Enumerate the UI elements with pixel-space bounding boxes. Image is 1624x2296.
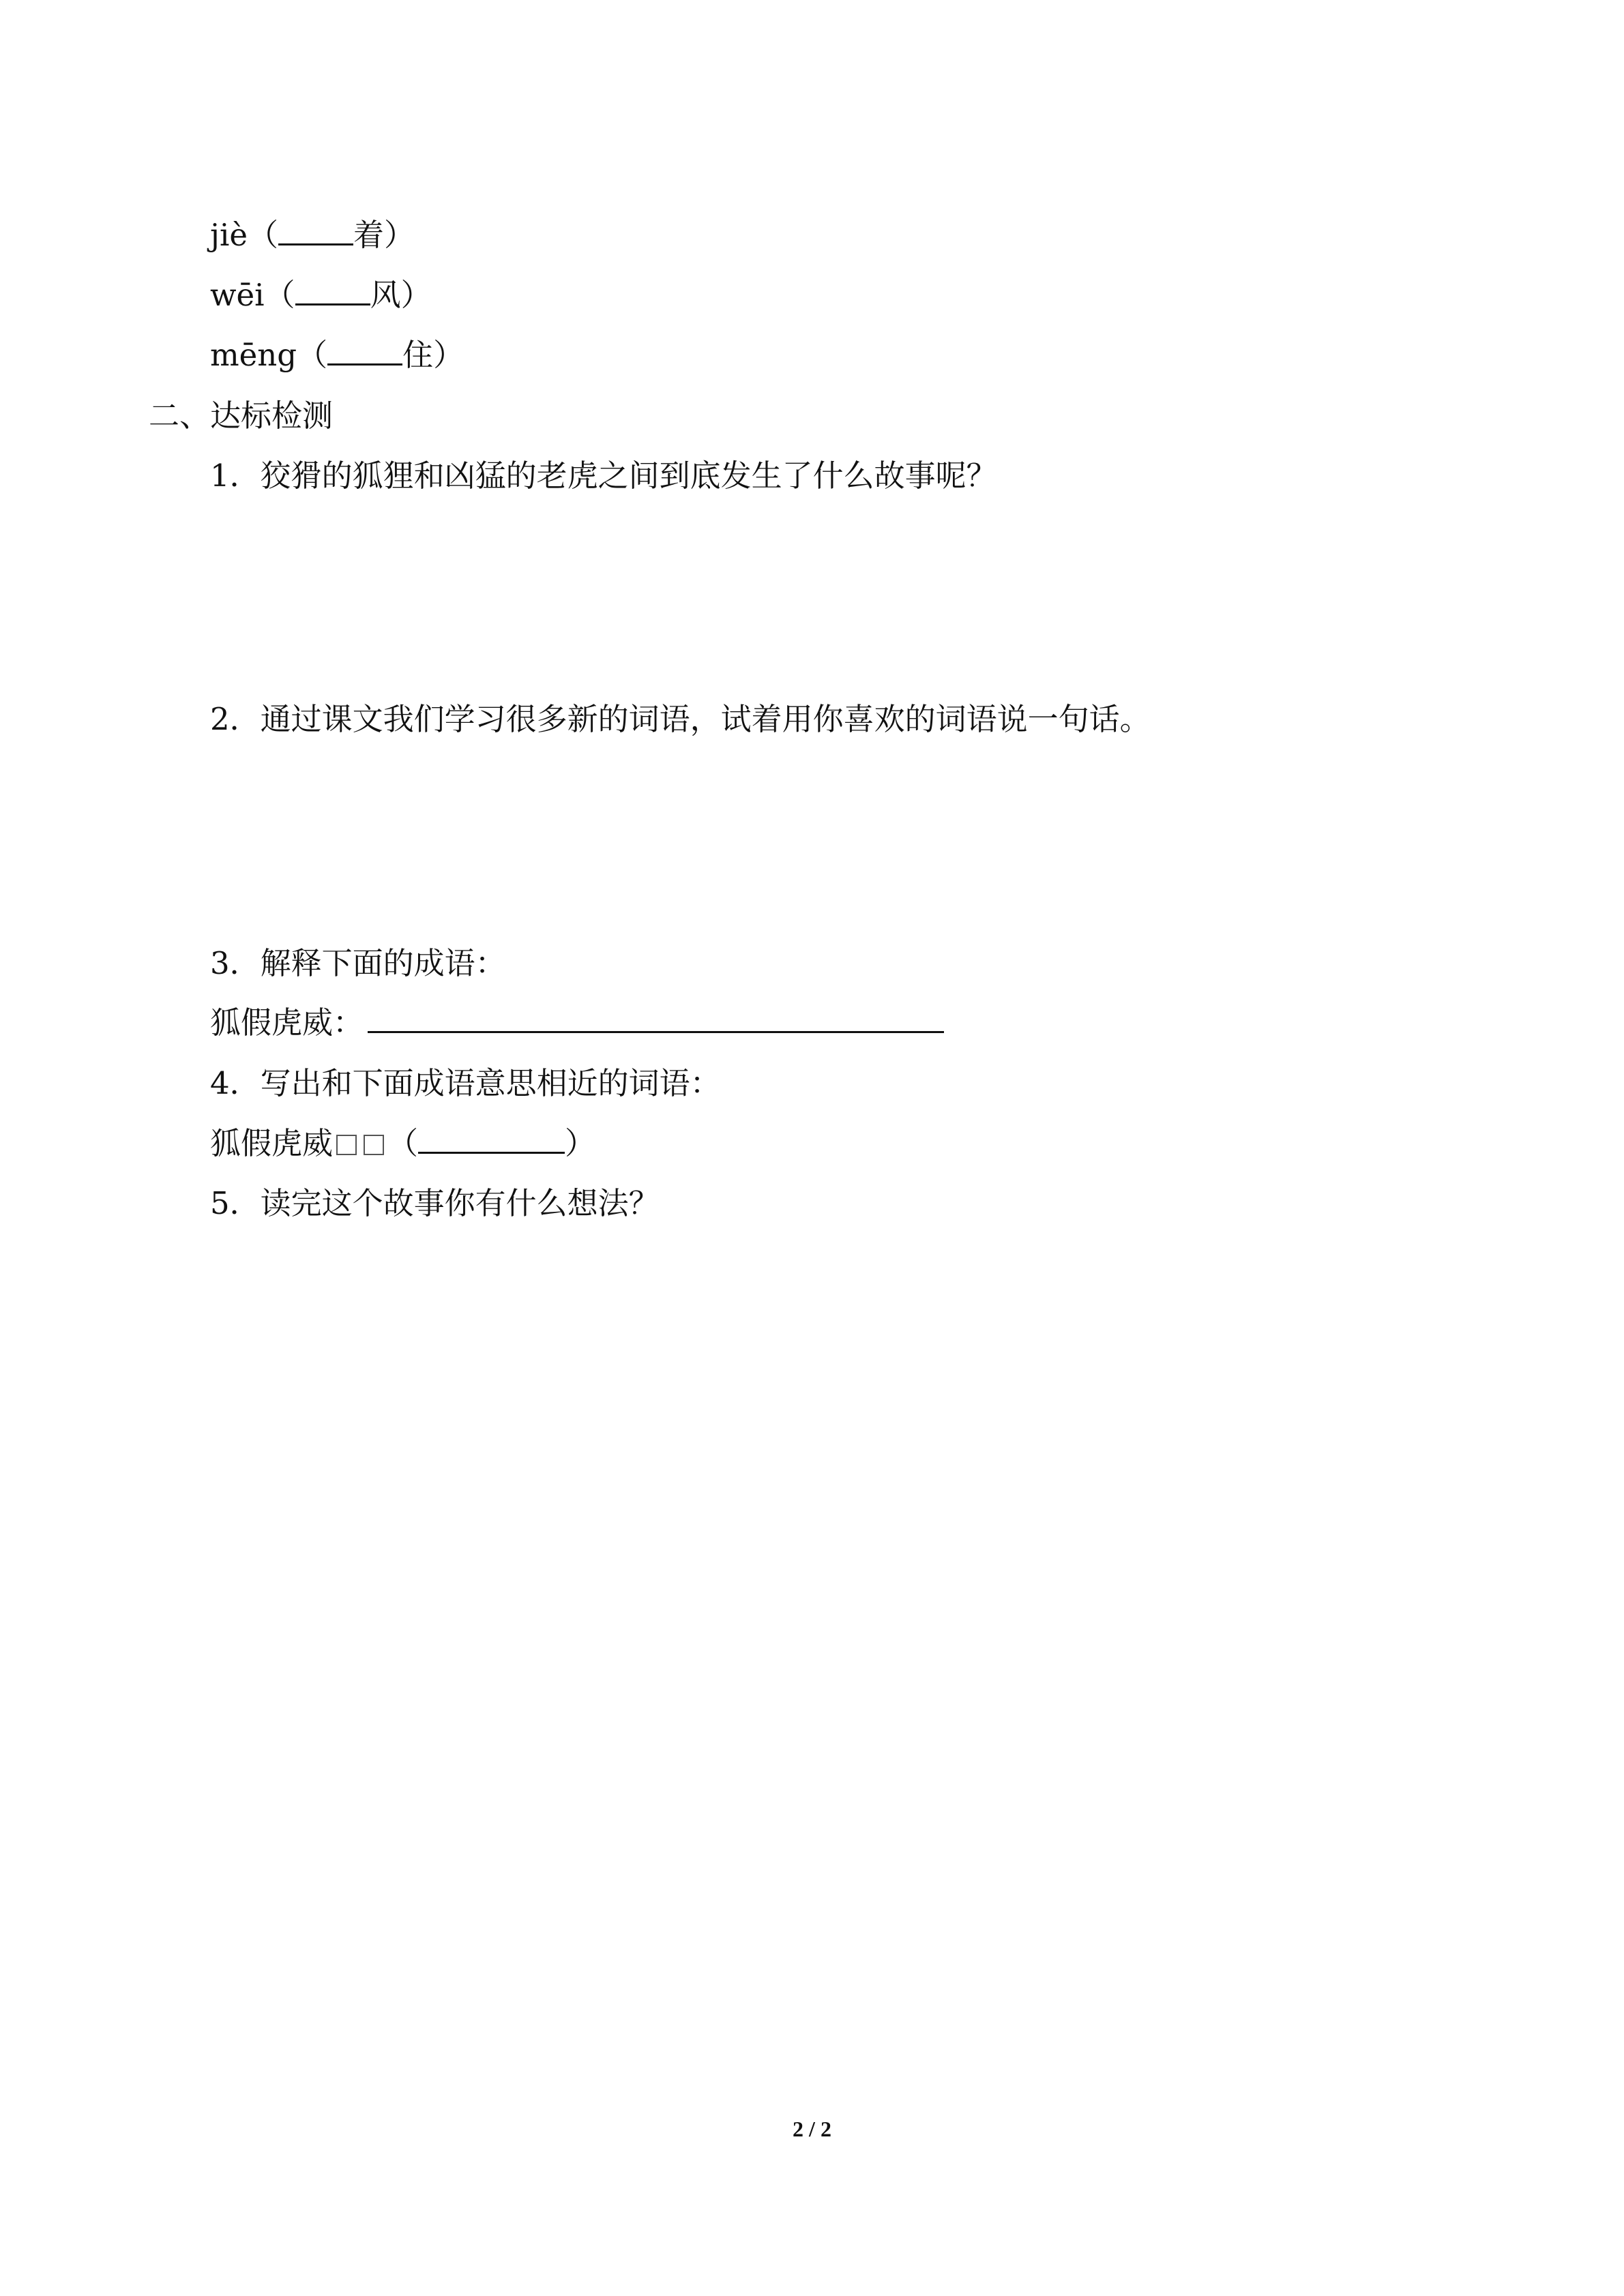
- pinyin-suffix: 住）: [402, 337, 464, 373]
- question-1: 1．狡猾的狐狸和凶猛的老虎之间到底发生了什么故事呢？: [210, 458, 997, 494]
- pinyin-text: mēng: [210, 337, 297, 373]
- open-paren: （: [387, 1125, 419, 1161]
- open-paren: （: [297, 337, 328, 373]
- idiom-label: 狐假虎威: [210, 1125, 334, 1161]
- question-2: 2．通过课文我们学习很多新的词语，试着用你喜欢的词语说一句话。: [210, 701, 1151, 737]
- pinyin-text: wēi: [210, 277, 265, 313]
- pinyin-item-jie: [210, 215, 415, 256]
- answer-blank[interactable]: [278, 216, 353, 245]
- question-5: 5．读完这个故事你有什么想法？: [210, 1185, 660, 1221]
- idiom-label: 狐假虎威：: [210, 1004, 364, 1041]
- section-heading: 二、达标检测: [149, 398, 334, 434]
- question-4: 4．写出和下面成语意思相近的词语：: [210, 1065, 721, 1101]
- pinyin-item-meng: [210, 335, 464, 376]
- pinyin-item-wei: [210, 275, 432, 316]
- blank-box[interactable]: [364, 1135, 384, 1155]
- answer-blank[interactable]: [295, 276, 370, 305]
- page-number: 2 / 2: [793, 2117, 831, 2141]
- pinyin-text: jiè: [210, 217, 248, 253]
- open-paren: （: [247, 217, 278, 253]
- blank-box[interactable]: [336, 1135, 357, 1155]
- question-3-answer-row: [210, 1002, 944, 1043]
- pinyin-suffix: 着）: [353, 217, 415, 253]
- close-paren: ）: [565, 1125, 596, 1161]
- question-3: 3．解释下面的成语：: [210, 945, 506, 981]
- answer-blank[interactable]: [418, 1124, 565, 1154]
- answer-line[interactable]: [368, 1004, 944, 1033]
- pinyin-suffix: 风）: [370, 277, 432, 313]
- open-paren: （: [264, 277, 295, 313]
- answer-blank[interactable]: [327, 336, 402, 366]
- question-4-answer-row: [210, 1123, 595, 1164]
